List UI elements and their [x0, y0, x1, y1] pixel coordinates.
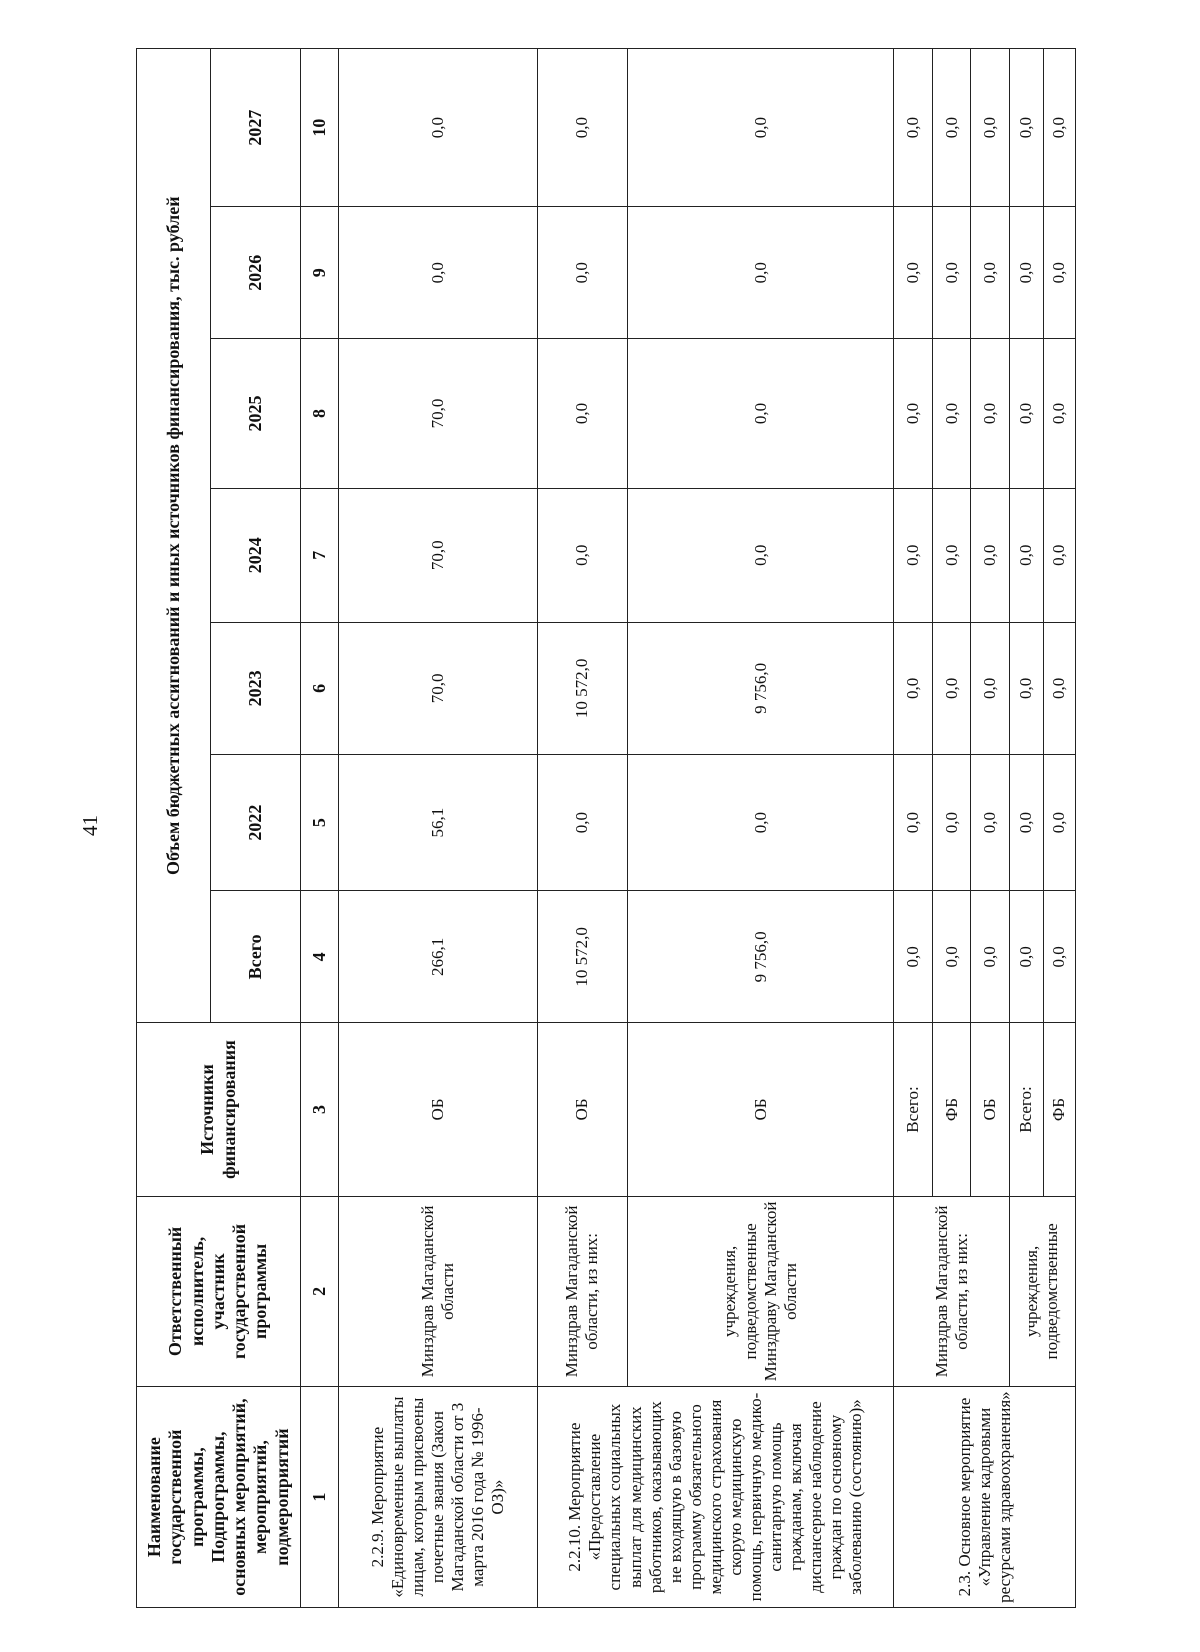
column-number: 6 — [301, 622, 339, 754]
value-cell: 70,0 — [339, 622, 538, 754]
row-executor: учреждения, подведомственные — [1009, 1196, 1075, 1387]
value-cell: 70,0 — [339, 488, 538, 622]
value-cell: 0,0 — [627, 49, 894, 207]
value-cell: 0,0 — [932, 622, 970, 754]
header-year: 2026 — [210, 207, 300, 339]
header-year: 2024 — [210, 488, 300, 622]
value-cell: 0,0 — [932, 488, 970, 622]
value-cell: 0,0 — [894, 891, 932, 1023]
value-cell: 0,0 — [932, 49, 970, 207]
value-cell: 0,0 — [537, 207, 627, 339]
column-number: 7 — [301, 488, 339, 622]
header-financing-group: Объем бюджетных ассигнований и иных источников финансирования, тыс. рублей — [137, 49, 211, 1023]
value-cell: 0,0 — [971, 754, 1009, 890]
row-name: 2.2.9. Мероприятие «Единовременные выплаты лицам, которым присвоены почетные звания (Закон Магаданской области от 3 марта 2016 года № 1996-ОЗ)» — [339, 1387, 538, 1608]
value-cell: 0,0 — [1043, 622, 1075, 754]
value-cell: 9 756,0 — [627, 891, 894, 1023]
row-source: ФБ — [932, 1023, 970, 1196]
row-executor: Минздрав Магаданской области — [339, 1196, 538, 1387]
value-cell: 0,0 — [971, 339, 1009, 488]
value-cell: 0,0 — [1009, 339, 1043, 488]
value-cell: 0,0 — [339, 207, 538, 339]
value-cell: 0,0 — [1009, 207, 1043, 339]
header-name: Наименование государственной программы, Подпрограммы, основных мероприятий, мероприятий, подмероприятий — [137, 1387, 301, 1608]
page-number: 41 — [78, 815, 102, 837]
header-executor: Ответственный исполнитель, участник государственной программы — [137, 1196, 301, 1387]
value-cell: 0,0 — [932, 207, 970, 339]
row-source: ОБ — [339, 1023, 538, 1196]
value-cell: 0,0 — [1009, 488, 1043, 622]
value-cell: 0,0 — [932, 891, 970, 1023]
column-number: 1 — [301, 1387, 339, 1608]
value-cell: 0,0 — [537, 488, 627, 622]
value-cell: 10 572,0 — [537, 891, 627, 1023]
rotated-page — [136, 48, 1076, 1608]
row-name: 2.3. Основное мероприятие «Управление кадровыми ресурсами здравоохранения» — [894, 1387, 1076, 1608]
header-year: 2025 — [210, 339, 300, 488]
row-source: Всего: — [1009, 1023, 1043, 1196]
row-source: ОБ — [971, 1023, 1009, 1196]
value-cell: 0,0 — [537, 49, 627, 207]
value-cell: 0,0 — [627, 207, 894, 339]
value-cell: 0,0 — [1043, 754, 1075, 890]
header-year: 2022 — [210, 754, 300, 890]
value-cell: 0,0 — [1009, 49, 1043, 207]
header-year: 2023 — [210, 622, 300, 754]
value-cell: 0,0 — [932, 754, 970, 890]
value-cell: 0,0 — [339, 49, 538, 207]
column-number: 3 — [301, 1023, 339, 1196]
row-source: ФБ — [1043, 1023, 1075, 1196]
value-cell: 9 756,0 — [627, 622, 894, 754]
value-cell: 0,0 — [894, 622, 932, 754]
row-executor: Минздрав Магаданской области, из них: — [537, 1196, 627, 1387]
financing-table — [136, 48, 1076, 1608]
column-number: 5 — [301, 754, 339, 890]
value-cell: 0,0 — [971, 207, 1009, 339]
value-cell: 266,1 — [339, 891, 538, 1023]
row-source: Всего: — [894, 1023, 932, 1196]
value-cell: 0,0 — [1043, 49, 1075, 207]
row-name: 2.2.10. Мероприятие «Предоставление специальных социальных выплат для медицинских работников, оказывающих не входящую в базовую программу обязательного медицинского страхования скорую медицинскую помощь, первичную медико-санитарную помощь гражданам, включая диспансерное наблюдение граждан по основному заболеванию (состоянию)» — [537, 1387, 894, 1608]
value-cell: 0,0 — [1043, 339, 1075, 488]
value-cell: 0,0 — [1043, 207, 1075, 339]
value-cell: 0,0 — [1043, 891, 1075, 1023]
value-cell: 0,0 — [1009, 622, 1043, 754]
value-cell: 56,1 — [339, 754, 538, 890]
value-cell: 0,0 — [894, 488, 932, 622]
row-executor: учреждения, подведомственные Минздраву Магаданской области — [627, 1196, 894, 1387]
value-cell: 0,0 — [1009, 754, 1043, 890]
value-cell: 0,0 — [932, 339, 970, 488]
header-total: Всего — [210, 891, 300, 1023]
column-number: 9 — [301, 207, 339, 339]
value-cell: 0,0 — [627, 339, 894, 488]
column-number: 10 — [301, 49, 339, 207]
value-cell: 0,0 — [537, 339, 627, 488]
value-cell: 0,0 — [627, 488, 894, 622]
row-source: ОБ — [537, 1023, 627, 1196]
value-cell: 70,0 — [339, 339, 538, 488]
value-cell: 0,0 — [894, 207, 932, 339]
value-cell: 0,0 — [971, 891, 1009, 1023]
row-executor: Минздрав Магаданской области, из них: — [894, 1196, 1009, 1387]
column-number: 4 — [301, 891, 339, 1023]
value-cell: 0,0 — [627, 754, 894, 890]
value-cell: 0,0 — [1009, 891, 1043, 1023]
column-number: 8 — [301, 339, 339, 488]
value-cell: 10 572,0 — [537, 622, 627, 754]
value-cell: 0,0 — [971, 488, 1009, 622]
value-cell: 0,0 — [1043, 488, 1075, 622]
header-source: Источники финансирования — [137, 1023, 301, 1196]
value-cell: 0,0 — [894, 754, 932, 890]
value-cell: 0,0 — [894, 339, 932, 488]
column-number: 2 — [301, 1196, 339, 1387]
row-source: ОБ — [627, 1023, 894, 1196]
value-cell: 0,0 — [537, 754, 627, 890]
value-cell: 0,0 — [894, 49, 932, 207]
value-cell: 0,0 — [971, 622, 1009, 754]
value-cell: 0,0 — [971, 49, 1009, 207]
header-year: 2027 — [210, 49, 300, 207]
